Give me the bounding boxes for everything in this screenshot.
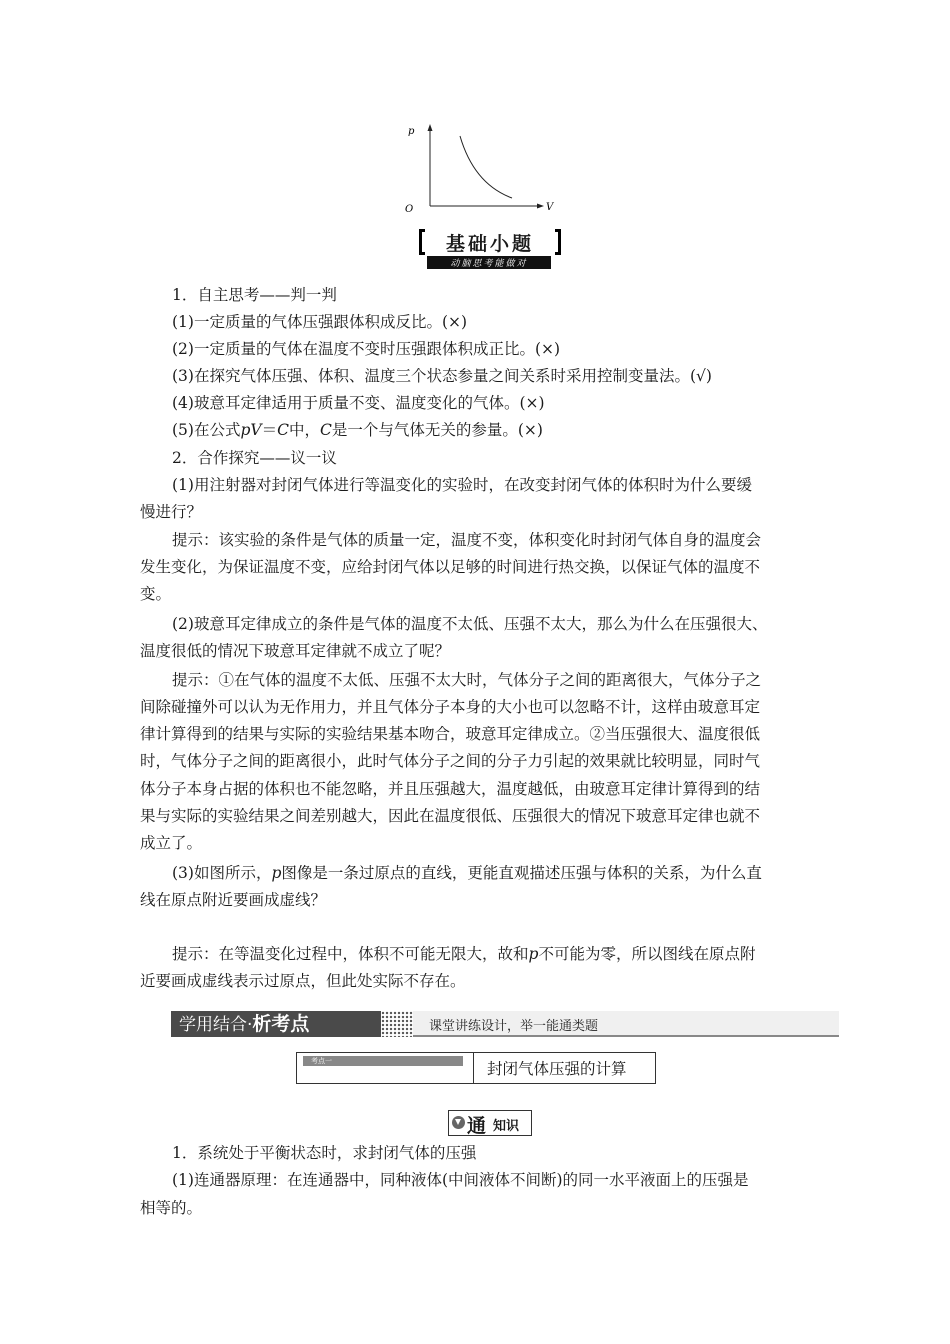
formula-p: p [528, 945, 539, 963]
kaodian-divider [473, 1053, 474, 1083]
text-line: 间除碰撞外可以认为无作用力，并且气体分子本身的大小也可以忽略不计，这样由玻意耳定 [140, 698, 761, 716]
formula-c: C [320, 421, 332, 439]
text-line: 2．合作探究——议一议 [172, 449, 337, 467]
text-line: (1)连通器原理：在连通器中，同种液体(中间液体不间断)的同一水平液面上的压强是 [172, 1171, 749, 1189]
text-line: 近要画成虚线表示过原点，但此处实际不存在。 [140, 972, 466, 990]
p-axis-arrow [428, 124, 433, 131]
text-line: 线在原点附近要画成虚线？ [140, 891, 327, 909]
text-line: (1)一定质量的气体压强跟体积成反比。(×) [172, 313, 468, 331]
text-span: (5)在公式 [172, 421, 241, 439]
p-axis-label: p [408, 126, 415, 137]
tong-small: 知识 [493, 1119, 520, 1134]
kaodian-title: 封闭气体压强的计算 [487, 1060, 627, 1078]
text-span: (3)如图所示， [172, 864, 272, 882]
text-line: (1)用注射器对封闭气体进行等温变化的实验时，在改变封闭气体的体积时为什么要缓 [172, 476, 752, 494]
banner-title-a: 学用结合· [179, 1015, 253, 1035]
badge-title: 基础小题 [419, 229, 561, 255]
text-line [172, 944, 755, 964]
pv-graph [400, 120, 560, 220]
tong-zhishi-badge [448, 1110, 532, 1136]
text-line: 果与实际的实验结果之间差别越大，因此在温度很低、压强很大的情况下玻意耳定律也就不 [140, 807, 761, 825]
banner-dots [381, 1011, 413, 1037]
text-span: 不可能为零，所以图线在原点附 [538, 945, 756, 963]
v-axis-arrow [537, 204, 544, 209]
tong-icon [452, 1116, 465, 1129]
text-line-formula [172, 420, 543, 440]
text-line: 提示：①在气体的温度不太低、压强不太大时，气体分子之间的距离很大，气体分子之 [172, 671, 762, 689]
text-line: 提示：该实验的条件是气体的质量一定，温度不变，体积变化时封闭气体自身的温度会 [172, 531, 762, 549]
text-line [172, 863, 762, 883]
v-axis-label: V [546, 202, 554, 213]
text-line: 发生变化，为保证温度不变，应给封闭气体以足够的时间进行热交换，以保证气体的温度不 [140, 558, 761, 576]
formula-c: C [277, 421, 289, 439]
banner-slogan: 课堂讲练设计，举一能通类题 [429, 1019, 599, 1034]
text-line: 温度很低的情况下玻意耳定律就不成立了呢？ [140, 642, 451, 660]
isotherm-curve [460, 136, 512, 198]
text-line: 1．系统处于平衡状态时，求封闭气体的压强 [172, 1144, 477, 1162]
pv-graph-svg [400, 120, 560, 220]
origin-label: O [405, 204, 414, 215]
text-line: 律计算得到的结果与实际的实验结果基本吻合，玻意耳定律成立。②当压强很大、温度很低 [140, 725, 761, 743]
text-line: (2)一定质量的气体在温度不变时压强跟体积成正比。(×) [172, 340, 561, 358]
banner-title-b: 析考点 [252, 1013, 310, 1035]
text-line: (3)在探究气体压强、体积、温度三个状态参量之间关系时采用控制变量法。(√) [172, 367, 712, 385]
text-span: 提示：在等温变化过程中，体积不可能无限大，故和 [172, 945, 529, 963]
section-banner [171, 1011, 839, 1037]
formula-pv: pV [240, 421, 262, 439]
banner-title [171, 1011, 381, 1037]
text-line: 体分子本身占据的体积也不能忽略，并且压强越大，温度越低，由玻意耳定律计算得到的结 [140, 780, 761, 798]
text-span: ＝ [261, 421, 278, 439]
text-line: (4)玻意耳定律适用于质量不变、温度变化的气体。(×) [172, 394, 545, 412]
text-line: 慢进行？ [140, 503, 203, 521]
badge-subtitle: 动脑思考能做对 [427, 256, 551, 269]
formula-p: p [271, 864, 282, 882]
text-span: 图像是一条过原点的直线，更能直观描述压强与体积的关系，为什么直 [281, 864, 762, 882]
text-line: 1．自主思考——判一判 [172, 286, 337, 304]
text-line: (2)玻意耳定律成立的条件是气体的温度不太低、压强不太大，那么为什么在压强很大、 [172, 615, 768, 633]
text-span: 是一个与气体无关的参量。(×) [331, 421, 543, 439]
text-line: 相等的。 [140, 1199, 203, 1217]
text-span: 中， [288, 421, 320, 439]
kaodian-box [296, 1052, 656, 1084]
kaodian-tag: 考点一 [303, 1056, 463, 1066]
tong-big: 通 [467, 1115, 487, 1137]
section-badge-basic [419, 229, 559, 271]
text-line: 时，气体分子之间的距离很小，此时气体分子之间的分子力引起的效果就比较明显，同时气 [140, 752, 761, 770]
text-line: 成立了。 [140, 834, 203, 852]
text-line: 变。 [140, 585, 172, 603]
